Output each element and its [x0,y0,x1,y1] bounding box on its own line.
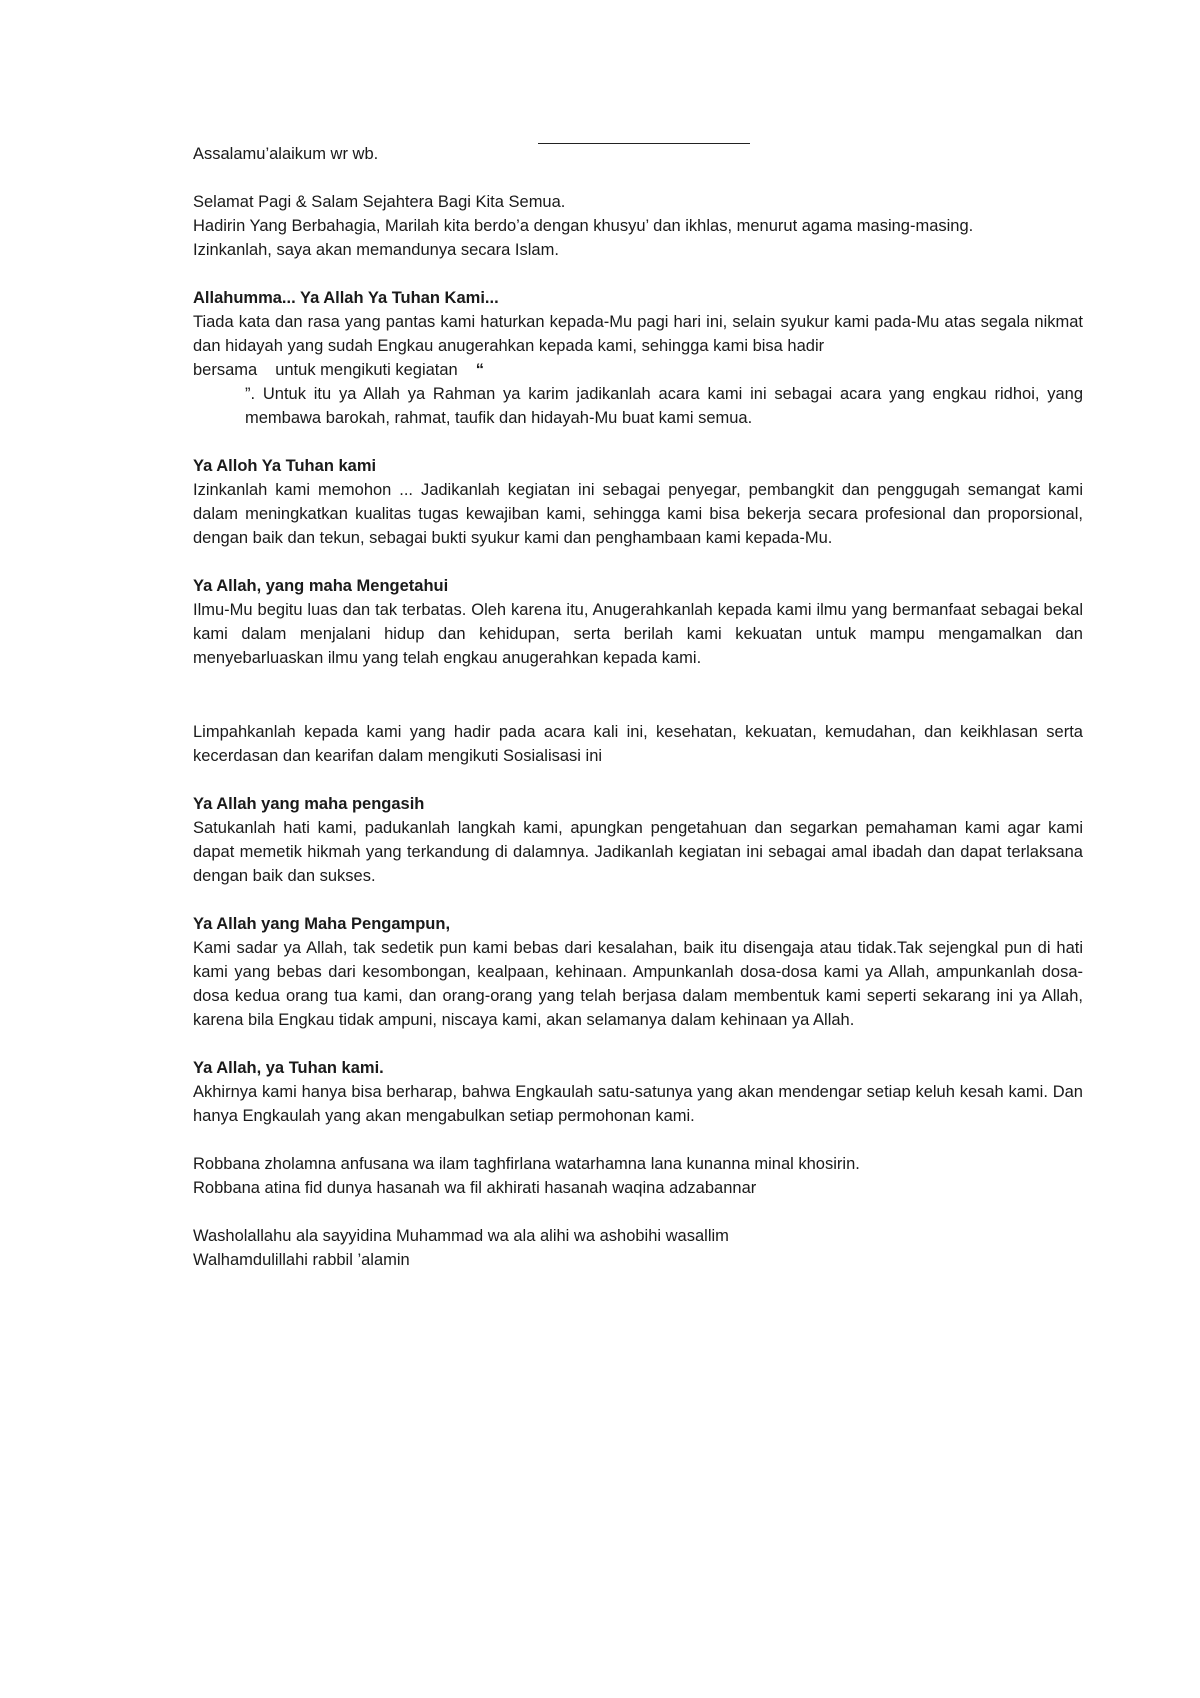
section-1-blank-line [193,358,1083,382]
section-1-heading: Allahumma... Ya Allah Ya Tuhan Kami... [193,289,499,307]
intro-line-1: Hadirin Yang Berbahagia, Marilah kita berdo’a dengan khusyu’ dan ikhlas, menurut agama masing-masing. [193,217,974,235]
section-5-heading: Ya Allah yang maha pengasih [193,795,425,813]
section-3-heading: Ya Allah, yang maha Mengetahui [193,577,449,595]
intro-line-2: Izinkanlah, saya akan memandunya secara Islam. [193,241,559,259]
closing-line-1: Washolallahu ala sayyidina Muhammad wa ala alihi wa ashobihi wasallim [193,1227,729,1245]
section-1-text-a-body: Tiada kata dan rasa yang pantas kami haturkan kepada-Mu pagi hari ini, selain syukur kami pada-Mu atas segala nikmat dan hidayah yang sudah Engkau anugerahkan kepada kami, sehingga kami bisa hadir [193,313,1083,355]
doa-line-1: Robbana zholamna anfusana wa ilam taghfirlana watarhamna lana kunanna minal khosirin. [193,1155,860,1173]
prayer-text [193,142,1083,1272]
section-7-heading: Ya Allah, ya Tuhan kami. [193,1059,384,1077]
doa-line-2: Robbana atina fid dunya hasanah wa fil akhirati hasanah waqina adzabannar [193,1179,757,1197]
section-5-text: Satukanlah hati kami, padukanlah langkah kami, apungkan pengetahuan dan segarkan pemahaman kami agar kami dapat memetik hikmah yang terkandung di dalamnya. Jadikanlah kegiatan ini sebagai amal ibadah dan dapat terlaksana dengan baik dan sukses. [193,819,1083,885]
section-2-text: Izinkanlah kami memohon ... Jadikanlah kegiatan ini sebagai penyegar, pembangkit dan penggugah semangat kami dalam meningkatkan kualitas tugas kewajiban kami, sehingga kami bisa bekerja secara profesional dan proporsional, dengan baik dan tekun, sebagai bukti syukur kami dan penghambaan kami kepada-Mu. [193,481,1083,547]
closing-line-2: Walhamdulillahi rabbil ’alamin [193,1251,410,1269]
section-1-text-b: ”. Untuk itu ya Allah ya Rahman ya karim jadikanlah acara kami ini sebagai acara yang engkau ridhoi, yang membawa barokah, rahmat, taufik dan hidayah-Mu buat kami semua. [245,385,1083,427]
section-6-heading: Ya Allah yang Maha Pengampun, [193,915,451,933]
section-6-text: Kami sadar ya Allah, tak sedetik pun kami bebas dari kesalahan, baik itu disengaja atau tidak.Tak sejengkal pun di hati kami yang bebas dari kesombongan, kealpaan, kehinaan. Ampunkanlah dosa-dosa kami ya Allah, ampunkanlah dosa-dosa kedua orang tua kami, dan orang-orang yang telah berjasa dalam membentuk kami seperti sekarang ini ya Allah, karena bila Engkau tidak ampuni, niscaya kami, akan selamanya dalam kehinaan ya Allah. [193,939,1083,1029]
salam-line: Assalamu’alaikum wr wb. [193,145,379,163]
section-1-open-quote: “ [475,361,484,379]
greeting-line: Selamat Pagi & Salam Sejahtera Bagi Kita Semua. [193,193,566,211]
section-1-untuk: untuk mengikuti kegiatan [275,361,458,379]
section-3-text: Ilmu-Mu begitu luas dan tak terbatas. Oleh karena itu, Anugerahkanlah kepada kami ilmu yang bermanfaat sebagai bekal kami dalam menjalani hidup dan kehidupan, serta berilah kami kekuatan untuk mampu mengamalkan dan menyebarluaskan ilmu yang telah engkau anugerahkan kepada kami. [193,601,1083,667]
section-1-bersama: bersama [193,361,258,379]
section-7-text: Akhirnya kami hanya bisa berharap, bahwa Engkaulah satu-satunya yang akan mendengar setiap keluh kesah kami. Dan hanya Engkaulah yang akan mengabulkan setiap permohonan kami. [193,1083,1083,1125]
section-4-text: Limpahkanlah kepada kami yang hadir pada acara kali ini, kesehatan, kekuatan, kemudahan, dan keikhlasan serta kecerdasan dan kearifan dalam mengikuti Sosialisasi ini [193,723,1083,765]
section-2-heading: Ya Alloh Ya Tuhan kami [193,457,377,475]
section-1-text-a [193,310,1083,358]
